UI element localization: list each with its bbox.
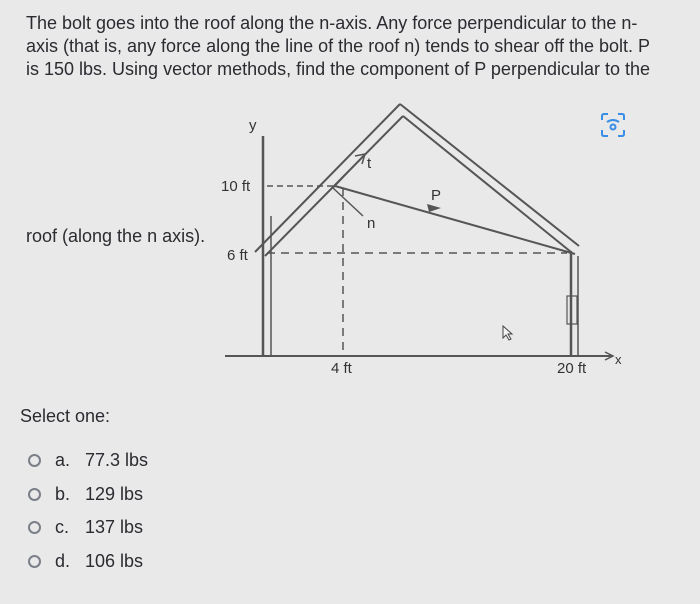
radio-d[interactable] — [28, 555, 41, 568]
question-line-1: The bolt goes into the roof along the n-axis. Any force perpendicular to the n- — [26, 13, 638, 33]
force-arrowhead — [427, 204, 441, 212]
x-axis-label: x — [615, 352, 622, 367]
radio-b[interactable] — [28, 488, 41, 501]
twenty-ft-label: 20 ft — [557, 360, 587, 377]
radio-c[interactable] — [28, 521, 41, 534]
t-axis-label: t — [367, 155, 372, 172]
option-b-letter: b. — [55, 483, 71, 504]
option-a-text: 77.3 lbs — [85, 450, 149, 471]
answer-options — [28, 444, 148, 578]
option-c-letter: c. — [55, 517, 70, 538]
force-label: P — [431, 187, 442, 204]
t-axis-line — [333, 154, 365, 188]
question-continuation: roof (along the n axis). — [26, 226, 206, 246]
option-a[interactable] — [28, 444, 148, 478]
radio-a[interactable] — [28, 454, 41, 467]
option-c[interactable] — [28, 511, 148, 545]
option-d[interactable] — [28, 545, 148, 579]
option-a-letter: a. — [55, 450, 71, 471]
ten-ft-label: 10 ft — [221, 178, 251, 195]
option-d-text: 106 lbs — [85, 550, 144, 571]
roof-right-outer — [400, 104, 579, 246]
six-ft-label: 6 ft — [227, 247, 248, 264]
n-axis-label: n — [367, 215, 376, 232]
option-d-letter: d. — [55, 550, 71, 571]
question-line-2: axis (that is, any force along the line of the roof n) tends to shear off the bolt. P — [26, 36, 651, 56]
roof-right-inner — [403, 116, 571, 252]
question-line-3: is 150 lbs. Using vector methods, find the component of P perpendicular to the — [26, 59, 651, 79]
roof-left-outer — [255, 104, 400, 252]
four-ft-label: 4 ft — [331, 360, 352, 377]
option-c-text: 137 lbs — [85, 517, 144, 538]
question-text — [26, 12, 676, 81]
roof-diagram — [205, 96, 635, 386]
option-b[interactable] — [28, 478, 148, 512]
option-b-text: 129 lbs — [85, 483, 144, 504]
mouse-pointer-icon — [503, 326, 512, 340]
select-one-prompt: Select one: — [20, 406, 111, 426]
y-axis-label: y — [249, 117, 257, 134]
